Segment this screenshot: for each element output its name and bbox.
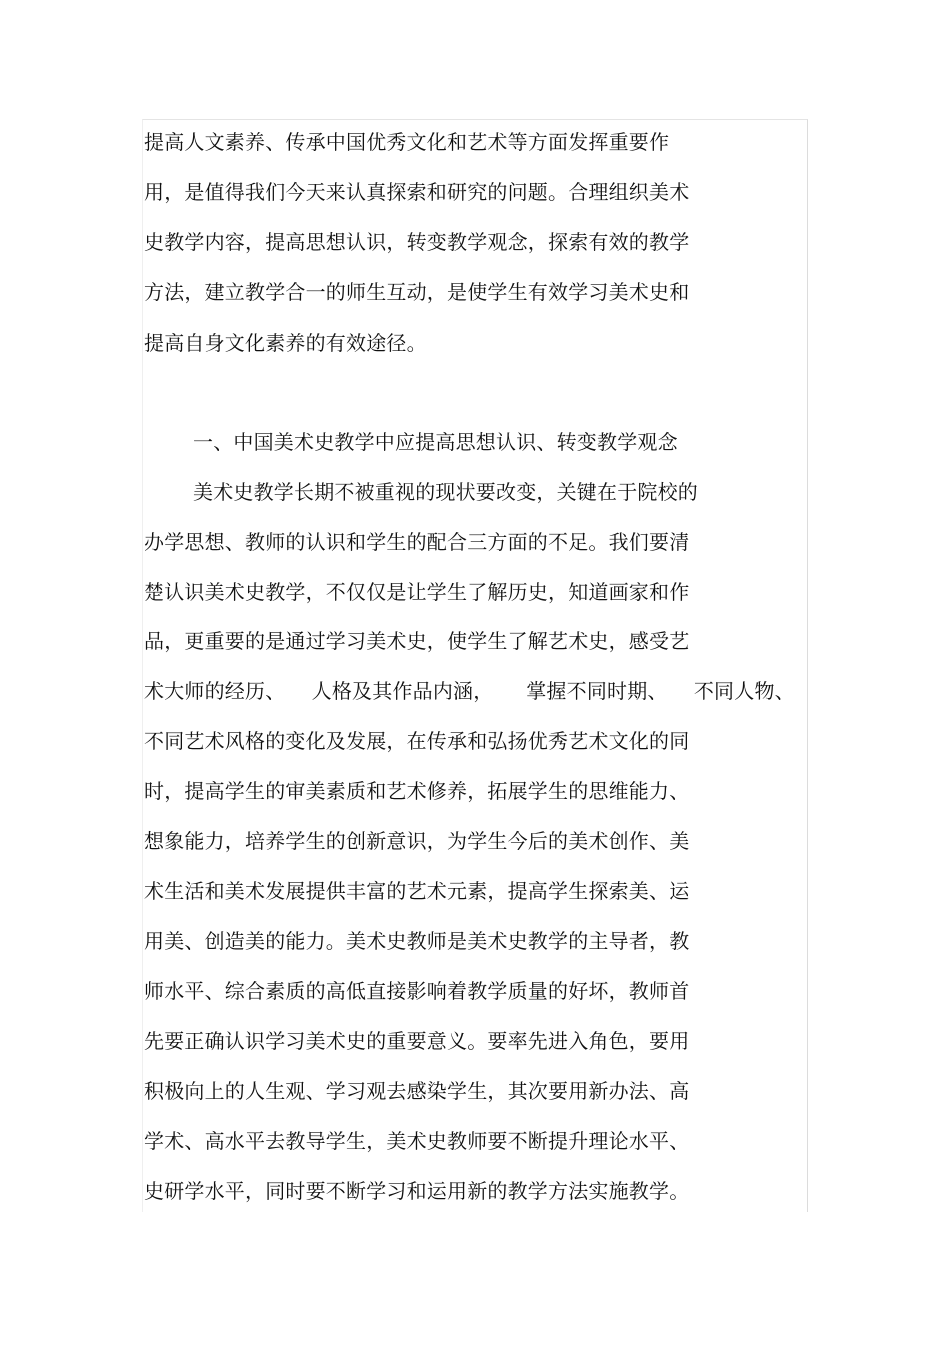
- intro-line: 方法，建立教学合一的师生互动，是使学生有效学习美术史和: [144, 280, 690, 304]
- body-line: 术生活和美术发展提供丰富的艺术元素，提高学生探索美、运: [144, 879, 690, 903]
- body-line: 师水平、综合素质的高低直接影响着教学质量的好坏，教师首: [144, 979, 690, 1003]
- body-line: 史研学水平，同时要不断学习和运用新的教学方法实施教学。: [144, 1179, 690, 1203]
- body-line: 积极向上的人生观、学习观去感染学生，其次要用新办法、高: [144, 1079, 690, 1103]
- intro-line: 提高人文素养、传承中国优秀文化和艺术等方面发挥重要作: [144, 130, 670, 154]
- section-heading: 一、中国美术史教学中应提高思想认识、转变教学观念: [193, 430, 678, 454]
- body-line: 办学思想、教师的认识和学生的配合三方面的不足。我们要清: [144, 530, 690, 554]
- body-line: 术大师的经历、 人格及其作品内涵， 掌握不同时期、 不同人物、: [144, 679, 795, 703]
- intro-line: 史教学内容，提高思想认识，转变教学观念，探索有效的教学: [144, 230, 690, 254]
- body-line: 美术史教学长期不被重视的现状要改变，关键在于院校的: [193, 480, 698, 504]
- body-line: 品，更重要的是通过学习美术史，使学生了解艺术史，感受艺: [144, 629, 690, 653]
- body-line: 楚认识美术史教学，不仅仅是让学生了解历史，知道画家和作: [144, 580, 690, 604]
- body-line: 先要正确认识学习美术史的重要意义。要率先进入角色，要用: [144, 1029, 690, 1053]
- body-line: 学术、高水平去教导学生，美术史教师要不断提升理论水平、: [144, 1129, 690, 1153]
- intro-line: 提高自身文化素养的有效途径。: [144, 331, 427, 355]
- body-line: 时，提高学生的审美素质和艺术修养，拓展学生的思维能力、: [144, 779, 690, 803]
- intro-line: 用，是值得我们今天来认真探索和研究的问题。合理组织美术: [144, 180, 690, 204]
- body-line: 想象能力，培养学生的创新意识，为学生今后的美术创作、美: [144, 829, 690, 853]
- body-line: 不同艺术风格的变化及发展，在传承和弘扬优秀艺术文化的同: [144, 729, 690, 753]
- body-line: 用美、创造美的能力。美术史教师是美术史教学的主导者，教: [144, 929, 690, 953]
